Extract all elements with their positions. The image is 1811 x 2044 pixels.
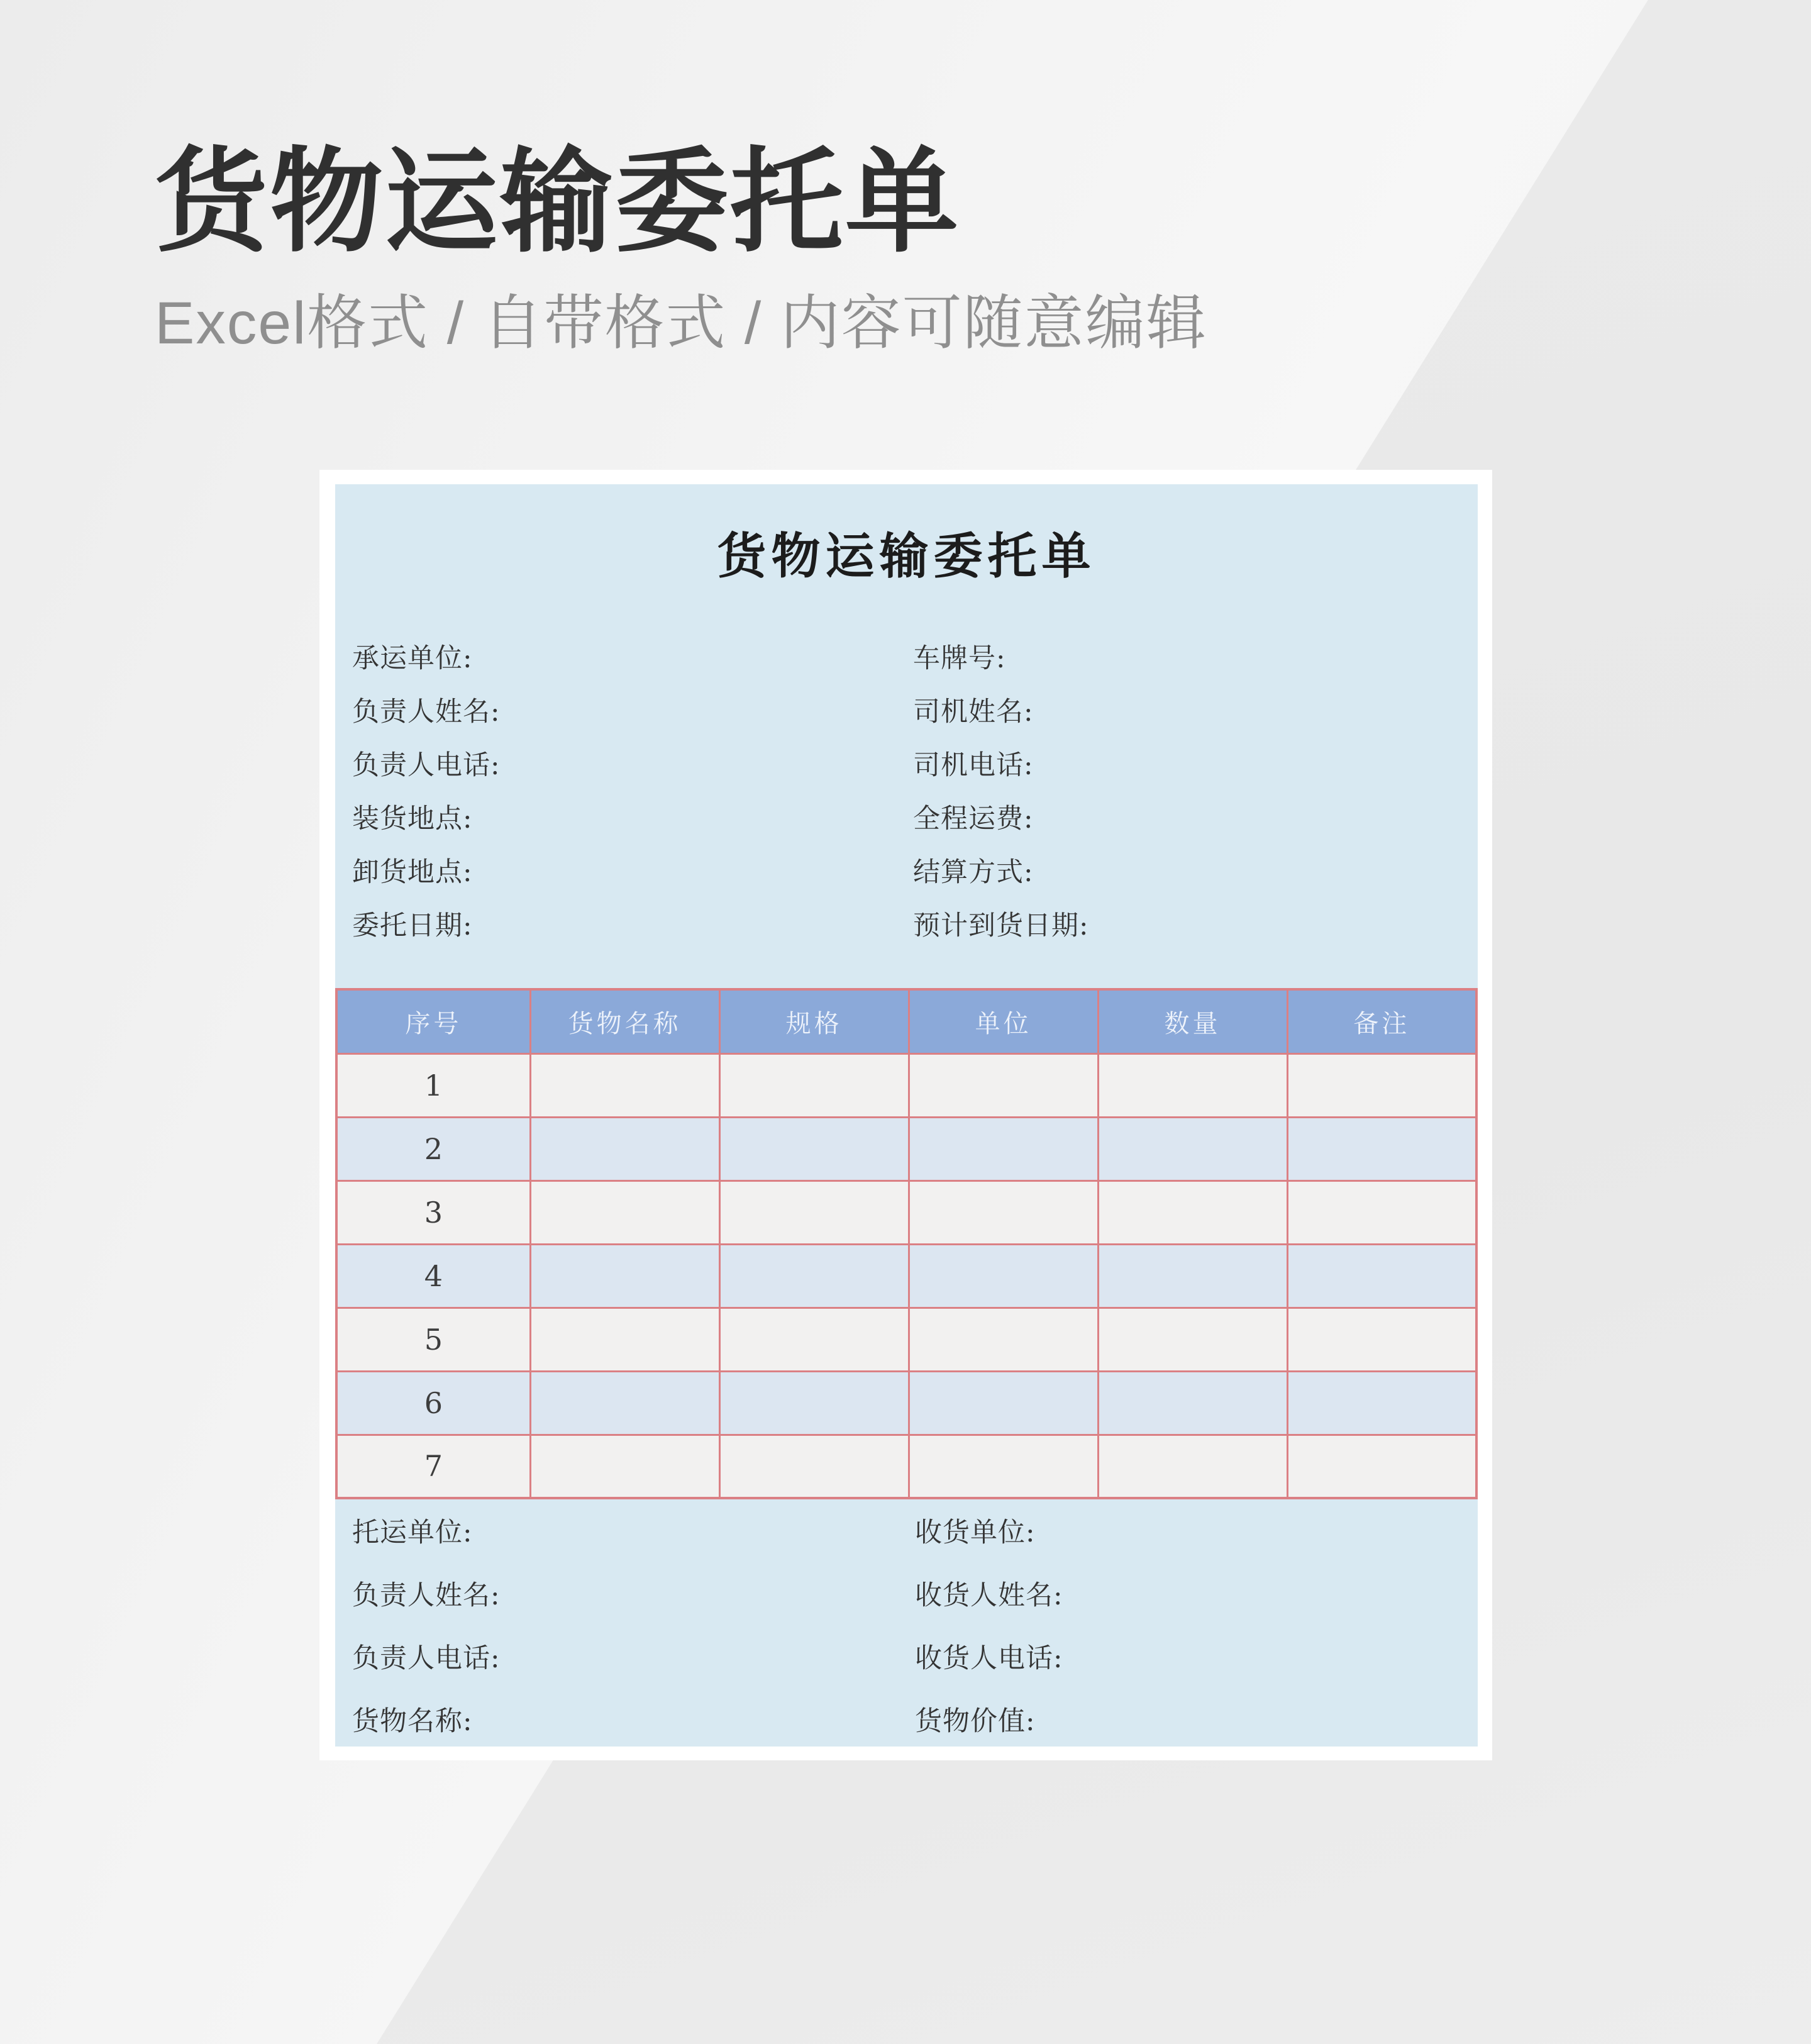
row-number-cell: 5 [336, 1308, 530, 1371]
goods-table-header-row [336, 989, 1476, 1053]
empty-cell [530, 1371, 719, 1435]
table-row [336, 1308, 1476, 1371]
table-row [336, 1371, 1476, 1435]
bottom-fields-right-column [915, 1511, 1063, 1763]
row-number-cell: 2 [336, 1117, 530, 1180]
empty-cell [530, 1244, 719, 1308]
page-title: 货物运输委托单 [155, 139, 961, 265]
table-row [336, 1180, 1476, 1244]
table-row [336, 1435, 1476, 1498]
top-fields-right-column [913, 637, 1089, 958]
field-label: 负责人姓名: [352, 696, 501, 728]
empty-cell [1287, 1053, 1476, 1117]
field-label: 收货人姓名: [915, 1580, 1063, 1611]
empty-cell [530, 1053, 719, 1117]
column-header: 规格 [719, 989, 909, 1053]
empty-cell [1098, 1180, 1287, 1244]
empty-cell [909, 1371, 1098, 1435]
table-row [336, 1053, 1476, 1117]
consignment-form [335, 484, 1478, 1747]
field-label: 承运单位: [352, 643, 473, 674]
field-label: 委托日期: [352, 910, 473, 941]
field-label: 负责人姓名: [352, 1580, 501, 1611]
field-label: 货物名称: [352, 1706, 473, 1737]
column-header: 数量 [1098, 989, 1287, 1053]
form-card [319, 470, 1492, 1760]
empty-cell [530, 1180, 719, 1244]
column-header: 备注 [1287, 989, 1476, 1053]
empty-cell [719, 1244, 909, 1308]
field-label: 车牌号: [913, 643, 1006, 674]
table-row [336, 1117, 1476, 1180]
empty-cell [1287, 1308, 1476, 1371]
row-number-cell: 7 [336, 1435, 530, 1498]
empty-cell [1098, 1435, 1287, 1498]
empty-cell [909, 1435, 1098, 1498]
field-label: 装货地点: [352, 803, 473, 835]
field-label: 卸货地点: [352, 857, 473, 888]
empty-cell [530, 1435, 719, 1498]
field-label: 司机姓名: [913, 696, 1034, 728]
empty-cell [719, 1117, 909, 1180]
field-label: 收货人电话: [915, 1643, 1063, 1674]
empty-cell [1287, 1180, 1476, 1244]
empty-cell [1098, 1244, 1287, 1308]
column-header: 货物名称 [530, 989, 719, 1053]
empty-cell [530, 1117, 719, 1180]
top-fields-left-column [352, 637, 501, 958]
empty-cell [719, 1180, 909, 1244]
empty-cell [909, 1117, 1098, 1180]
empty-cell [909, 1180, 1098, 1244]
empty-cell [1098, 1308, 1287, 1371]
empty-cell [719, 1371, 909, 1435]
form-title: 货物运输委托单 [717, 528, 1096, 585]
empty-cell [719, 1435, 909, 1498]
table-row [336, 1244, 1476, 1308]
empty-cell [719, 1308, 909, 1371]
empty-cell [1287, 1117, 1476, 1180]
empty-cell [1098, 1371, 1287, 1435]
empty-cell [1287, 1244, 1476, 1308]
field-label: 收货单位: [915, 1517, 1036, 1548]
field-label: 司机电话: [913, 750, 1034, 781]
field-label: 托运单位: [352, 1517, 473, 1548]
page-subtitle: Excel格式 / 自带格式 / 内容可随意编辑 [155, 290, 1207, 357]
empty-cell [719, 1053, 909, 1117]
column-header: 单位 [909, 989, 1098, 1053]
field-label: 负责人电话: [352, 750, 501, 781]
empty-cell [1098, 1117, 1287, 1180]
empty-cell [1287, 1371, 1476, 1435]
empty-cell [909, 1308, 1098, 1371]
row-number-cell: 3 [336, 1180, 530, 1244]
field-label: 结算方式: [913, 857, 1034, 888]
row-number-cell: 4 [336, 1244, 530, 1308]
empty-cell [1098, 1053, 1287, 1117]
empty-cell [1287, 1435, 1476, 1498]
column-header: 序号 [336, 989, 530, 1053]
empty-cell [909, 1053, 1098, 1117]
field-label: 货物价值: [915, 1706, 1036, 1737]
empty-cell [530, 1308, 719, 1371]
row-number-cell: 1 [336, 1053, 530, 1117]
field-label: 负责人电话: [352, 1643, 501, 1674]
goods-table [335, 988, 1478, 1499]
field-label: 预计到货日期: [913, 910, 1089, 941]
bottom-fields-left-column [352, 1511, 501, 1763]
field-label: 全程运费: [913, 803, 1034, 835]
row-number-cell: 6 [336, 1371, 530, 1435]
empty-cell [909, 1244, 1098, 1308]
